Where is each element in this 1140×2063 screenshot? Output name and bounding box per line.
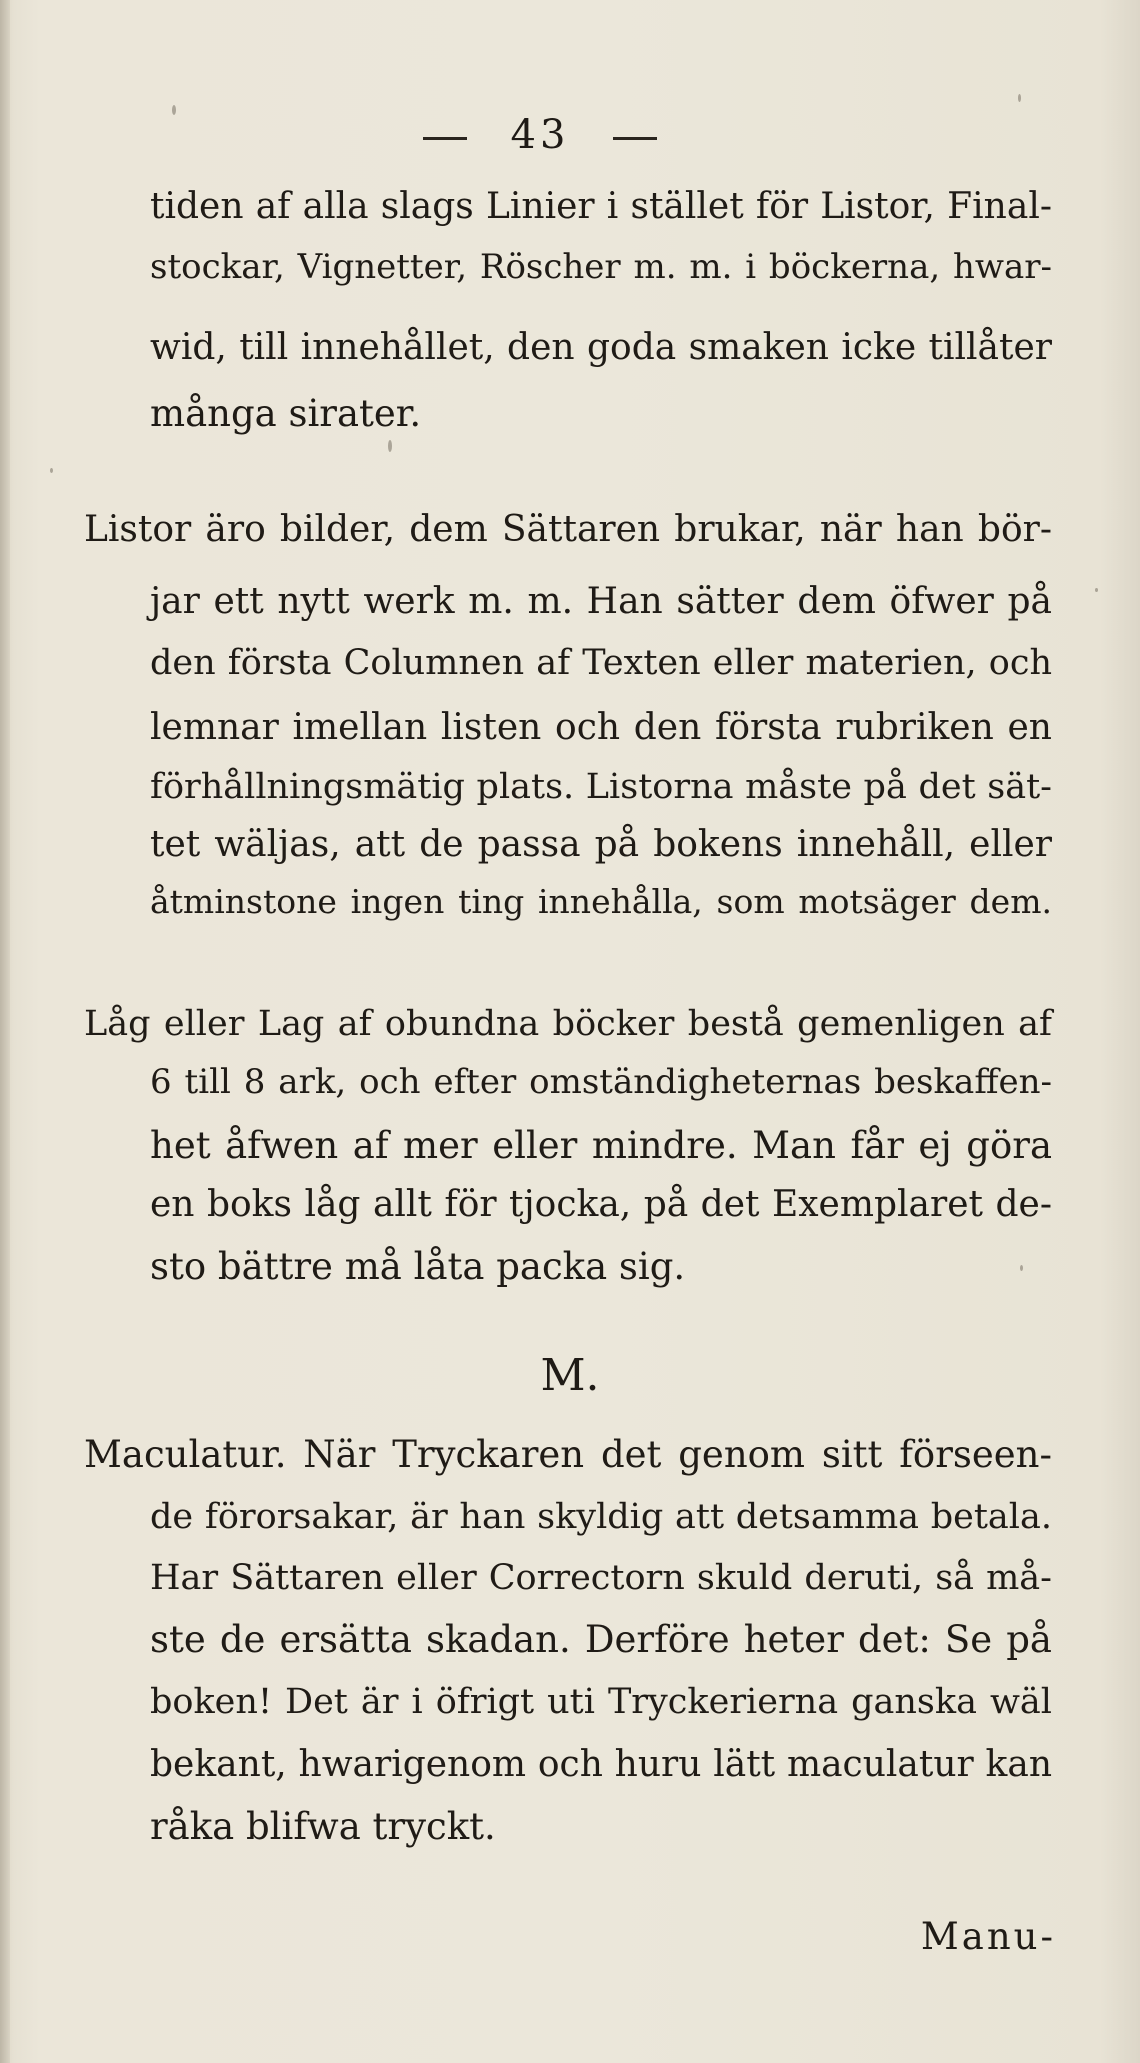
text-line: en boks låg allt för tjocka, på det Exemplaret de- xyxy=(150,1184,1052,1225)
text-line: wid, till innehållet, den goda smaken icke tillåter xyxy=(150,327,1052,368)
text-line: ste de ersätta skadan. Derföre heter det: Se på xyxy=(150,1618,1052,1661)
text-line: tiden af alla slags Linier i stället för Listor, Final- xyxy=(150,186,1052,227)
text-line: förhållningsmätig plats. Listorna måste på det sät- xyxy=(150,767,1052,807)
text-line: råka blifwa tryckt. xyxy=(150,1805,496,1848)
entry-first-line-listor: Listor äro bilder, dem Sättaren brukar, när han bör- xyxy=(84,509,1052,550)
text-line: sto bättre må låta packa sig. xyxy=(150,1245,686,1288)
page-number: 43 xyxy=(510,112,570,158)
text-line: stockar, Vignetter, Röscher m. m. i böckerna, hwar- xyxy=(150,247,1052,287)
text-line: många sirater. xyxy=(150,392,422,435)
text-line: de förorsakar, är han skyldig att detsamma betala. xyxy=(150,1497,1052,1537)
paper-speck xyxy=(50,468,53,473)
text-line: åtminstone ingen ting innehålla, som motsäger dem. xyxy=(150,882,1052,921)
text-line: jar ett nytt werk m. m. Han sätter dem öfwer på xyxy=(150,581,1052,622)
header-dash-right xyxy=(613,137,657,140)
text-line: lemnar imellan listen och den första rubriken en xyxy=(150,707,1052,748)
page-edge-shadow xyxy=(0,0,10,2063)
entry-first-line-lag: Låg eller Lag af obundna böcker bestå gemenligen af xyxy=(84,1004,1052,1044)
entry-first-line-maculatur: Maculatur. När Tryckaren det genom sitt förseen- xyxy=(84,1433,1052,1476)
text-line: Har Sättaren eller Correctorn skuld deruti, så må- xyxy=(150,1558,1052,1598)
text-line: den första Columnen af Texten eller materien, och xyxy=(150,643,1052,683)
text-line: 6 till 8 ark, och efter omständigheternas beskaffen- xyxy=(150,1062,1052,1102)
header-dash-left xyxy=(423,137,467,140)
section-letter: M. xyxy=(540,1350,600,1401)
text-line: tet wäljas, att de passa på bokens innehåll, eller xyxy=(150,824,1052,865)
catchword: Manu- xyxy=(920,1915,1056,1958)
paper-speck xyxy=(1018,94,1021,102)
paper-speck xyxy=(1095,588,1098,592)
paper-speck xyxy=(388,440,392,452)
text-line: bekant, hwarigenom och huru lätt maculatur kan xyxy=(150,1744,1052,1785)
paper-speck xyxy=(172,105,176,115)
text-line: boken! Det är i öfrigt uti Tryckerierna ganska wäl xyxy=(150,1682,1052,1722)
page-header xyxy=(0,112,1080,158)
text-line: het åfwen af mer eller mindre. Man får ej göra xyxy=(150,1124,1052,1167)
paper-speck xyxy=(1020,1265,1023,1271)
